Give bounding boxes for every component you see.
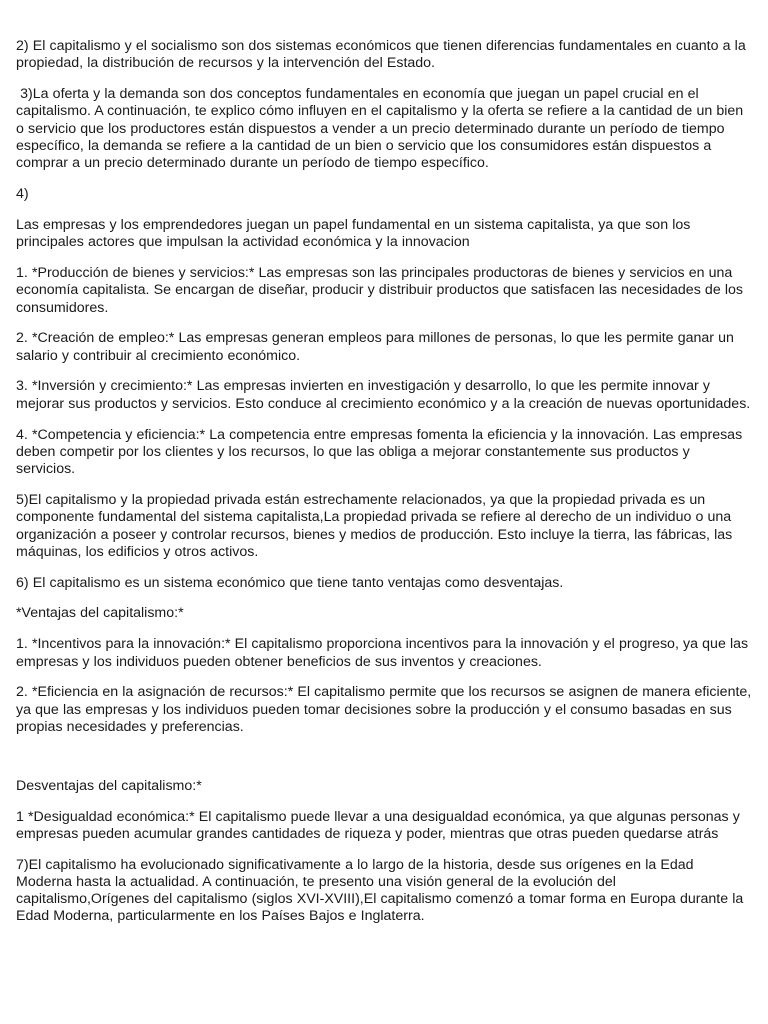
list-item-resource-efficiency: 2. *Eficiencia en la asignación de recursos:* El capitalismo permite que los recursos se asignen de manera eficiente, ya que las empresas y los individuos pueden tomar decisiones sobre la producción y el consumo basadas en sus propias necesidades y preferencias.: [16, 684, 752, 735]
list-item-innovation-incentives: 1. *Incentivos para la innovación:* El capitalismo proporciona incentivos para la innovación y el progreso, ya que las empresas y los individuos pueden obtener beneficios de sus inventos y creaciones.: [16, 636, 749, 670]
paragraph-4-heading: 4): [16, 186, 29, 203]
paragraph-5-private-property: 5)El capitalismo y la propiedad privada están estrechamente relacionados, ya que la propiedad privada es un componente fundamental del sistema capitalista,La propiedad privada se refiere al derecho de un individuo o una organización a poseer y controlar recursos, bienes y medios de producción. Esto incluye la tierra, las fábricas, las máquinas, los edificios y otros activos.: [16, 491, 733, 560]
list-item-competition: 4. *Competencia y eficiencia:* La competencia entre empresas fomenta la eficiencia y la innovación. Las empresas deben competir por los clientes y los recursos, lo que las obliga a mejorar constantemente sus productos y servicios.: [16, 426, 743, 478]
list-item-production: 1. *Producción de bienes y servicios:* Las empresas son las principales productoras de bienes y servicios en una economía capitalista. Se encargan de diseñar, producir y distribuir productos que satisfacen las necesidades de los consumidores.: [16, 264, 743, 316]
disadvantages-heading: Desventajas del capitalismo:*: [16, 777, 202, 794]
blank-gap: [16, 750, 752, 778]
paragraph-2-capitalism-socialism: 2) El capitalismo y el socialismo son dos sistemas económicos que tienen diferencias fundamentales en cuanto a la propiedad, la distribución de recursos y la intervención del Estado.: [16, 38, 746, 72]
list-item-employment: 2. *Creación de empleo:* Las empresas generan empleos para millones de personas, lo que les permite ganar un salario y contribuir al crecimiento económico.: [16, 330, 734, 364]
list-item-investment: 3. *Inversión y crecimiento:* Las empresas invierten en investigación y desarrollo, lo que les permite innovar y mejorar sus productos y servicios. Esto conduce al crecimiento económico y a la creación de nuevas oportunidades.: [16, 378, 751, 412]
advantages-heading: *Ventajas del capitalismo:*: [16, 605, 184, 622]
paragraph-6-intro: 6) El capitalismo es un sistema económico que tiene tanto ventajas como desventajas.: [16, 574, 564, 591]
paragraph-7-evolution: 7)El capitalismo ha evolucionado significativamente a lo largo de la historia, desde sus orígenes en la Edad Moderna hasta la actualidad. A continuación, te presento una visión general de la evolución del capitalismo,Orígenes del capitalismo (siglos XVI-XVIII),El capitalismo comenzó a tomar forma en Europa durante la Edad Moderna, particularmente en los Países Bajos e Inglaterra.: [16, 856, 744, 925]
paragraph-3-supply-demand: 3)La oferta y la demanda son dos conceptos fundamentales en economía que juegan un papel crucial en el capitalismo. A continuación, te explico cómo influyen en el capitalismo y la oferta se refiere a la cantidad de un bien o servicio que los productores están dispuestos a vender a un precio determinado durante un período de tiempo específico, la demanda se refiere a la cantidad de un bien o servicio que los consumidores están dispuestos a comprar a un precio determinado durante un período de tiempo específico.: [16, 86, 744, 172]
paragraph-4-intro: Las empresas y los emprendedores juegan un papel fundamental en un sistema capitalista, ya que son los principales actores que impulsan la actividad económica y la innovacion: [16, 216, 691, 251]
list-item-inequality: 1 *Desigualdad económica:* El capitalismo puede llevar a una desigualdad económica, ya que algunas personas y empresas pueden acumular grandes cantidades de riqueza y poder, mientras que otras pueden quedarse atrás: [16, 808, 740, 842]
